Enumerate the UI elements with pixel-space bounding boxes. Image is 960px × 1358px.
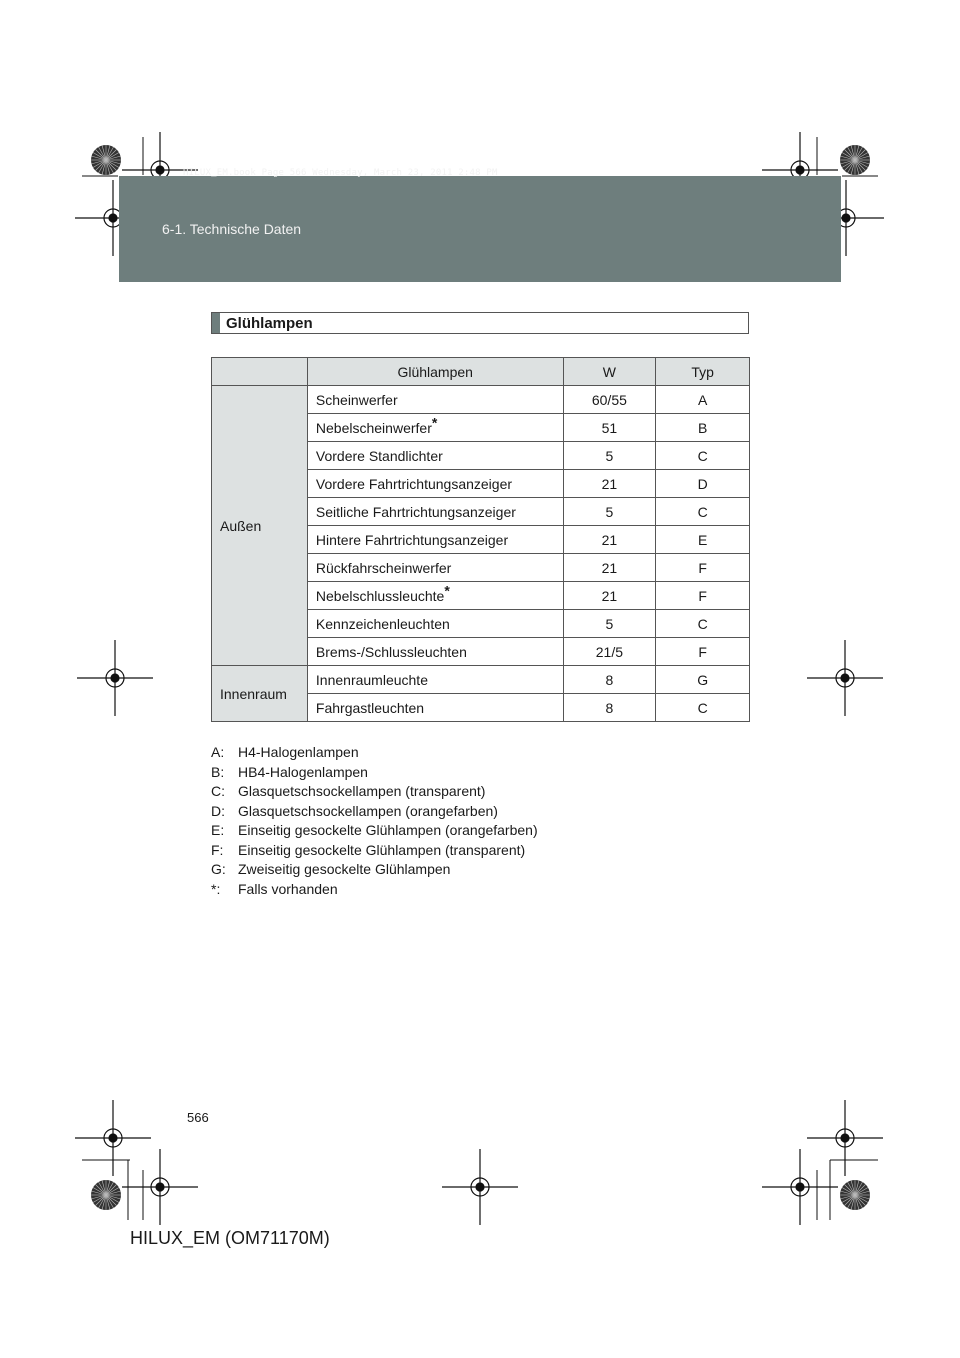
legend-text: Zweiseitig gesockelte Glühlampen <box>238 861 451 877</box>
heading-text: Glühlampen <box>226 315 313 332</box>
type-cell: G <box>656 666 750 694</box>
wattage-cell: 21 <box>563 554 656 582</box>
header-cell <box>212 358 308 386</box>
legend-key: E: <box>211 822 225 838</box>
type-legend <box>211 743 538 899</box>
registration-wheel <box>840 1180 870 1210</box>
bulb-name-cell <box>307 414 563 442</box>
legend-text: Glasquetschsockellampen (orangefarben) <box>238 802 498 819</box>
registration-wheel <box>91 1180 121 1210</box>
heading-accent-bar <box>212 313 220 333</box>
type-cell: F <box>656 554 750 582</box>
wattage-cell: 21 <box>563 582 656 610</box>
legend-key: G: <box>211 861 226 877</box>
type-cell: F <box>656 638 750 666</box>
type-cell: E <box>656 526 750 554</box>
bulb-name-cell <box>307 610 563 638</box>
type-cell: D <box>656 470 750 498</box>
type-cell: C <box>656 610 750 638</box>
type-cell: C <box>656 694 750 722</box>
legend-key: *: <box>211 880 221 897</box>
legend-item <box>211 763 538 783</box>
bulb-name-cell <box>307 694 563 722</box>
book-stamp: HILUX_EM.book Page 566 Wednesday, March 23, 2011 2:48 PM <box>183 168 498 178</box>
type-cell: A <box>656 386 750 414</box>
wattage-cell: 5 <box>563 442 656 470</box>
registration-wheel <box>840 145 870 175</box>
bulb-name: Hintere Fahrtrichtungsanzeiger <box>315 531 509 548</box>
header-cell: Typ <box>656 358 750 386</box>
bulb-name: Scheinwerfer <box>315 391 398 408</box>
bulb-name-cell <box>307 582 563 610</box>
wattage-cell: 21 <box>563 526 656 554</box>
page-number: 566 <box>187 1110 209 1125</box>
footer-model: HILUX_EM (OM71170M) <box>130 1228 330 1248</box>
legend-text: Glasquetschsockellampen (transparent) <box>238 783 486 799</box>
header-cell: W <box>563 358 656 386</box>
bulb-name: Vordere Fahrtrichtungsanzeiger <box>315 475 513 492</box>
legend-text: Einseitig gesockelte Glühlampen (transparent) <box>238 841 526 858</box>
type-cell: F <box>656 582 750 610</box>
bulb-name: Fahrgastleuchten <box>315 699 425 716</box>
bulb-name: Brems-/Schlussleuchten <box>315 643 467 660</box>
legend-text: H4-Halogenlampen <box>238 744 359 760</box>
table-header-row <box>212 358 750 386</box>
wattage-cell: 21 <box>563 470 656 498</box>
optional-marker: * <box>431 413 438 430</box>
legend-key: B: <box>211 763 225 780</box>
bulb-name-cell <box>307 442 563 470</box>
registration-wheel <box>91 145 121 175</box>
wattage-cell: 5 <box>563 498 656 526</box>
section-title: 6-1. Technische Daten <box>162 221 302 237</box>
bulb-name: Nebelschlussleuchte <box>315 587 445 604</box>
legend-item <box>211 880 538 900</box>
type-cell: C <box>656 442 750 470</box>
bulb-name-cell <box>307 526 563 554</box>
wattage-cell: 8 <box>563 694 656 722</box>
bulb-name: Seitliche Fahrtrichtungsanzeiger <box>315 503 516 520</box>
wattage-cell: 60/55 <box>563 386 656 414</box>
bulb-name-cell <box>307 386 563 414</box>
bulb-name: Vordere Standlichter <box>315 447 443 464</box>
legend-key: A: <box>211 744 225 760</box>
table-row <box>212 386 750 414</box>
header-cell: Glühlampen <box>307 358 563 386</box>
bulb-name-cell <box>307 498 563 526</box>
legend-item <box>211 743 538 763</box>
section-heading <box>211 312 749 334</box>
type-cell: C <box>656 498 750 526</box>
group-label: Innenraum <box>212 666 308 722</box>
group-label: Außen <box>212 386 308 666</box>
bulb-name-cell <box>307 470 563 498</box>
legend-item <box>211 841 538 861</box>
legend-text: Einseitig gesockelte Glühlampen (orangefarben) <box>238 822 538 838</box>
legend-item <box>211 802 538 822</box>
bulb-name: Kennzeichenleuchten <box>315 615 450 632</box>
legend-key: D: <box>211 802 225 819</box>
bulb-name: Nebelscheinwerfer <box>315 419 432 436</box>
bulb-name-cell <box>307 638 563 666</box>
wattage-cell: 21/5 <box>563 638 656 666</box>
legend-item <box>211 782 538 802</box>
wattage-cell: 8 <box>563 666 656 694</box>
table-row <box>212 666 750 694</box>
wattage-cell: 5 <box>563 610 656 638</box>
legend-item <box>211 821 538 841</box>
optional-marker: * <box>444 581 450 598</box>
legend-text: Falls vorhanden <box>238 880 338 897</box>
legend-item <box>211 860 538 880</box>
legend-key: C: <box>211 783 225 799</box>
bulb-table <box>211 357 750 722</box>
bulb-name-cell <box>307 554 563 582</box>
bulb-name-cell <box>307 666 563 694</box>
bulb-name: Rückfahrscheinwerfer <box>315 559 452 576</box>
wattage-cell: 51 <box>563 414 656 442</box>
legend-text: HB4-Halogenlampen <box>238 763 368 780</box>
legend-key: F: <box>211 841 224 858</box>
type-cell: B <box>656 414 750 442</box>
bulb-name: Innenraumleuchte <box>315 671 428 688</box>
